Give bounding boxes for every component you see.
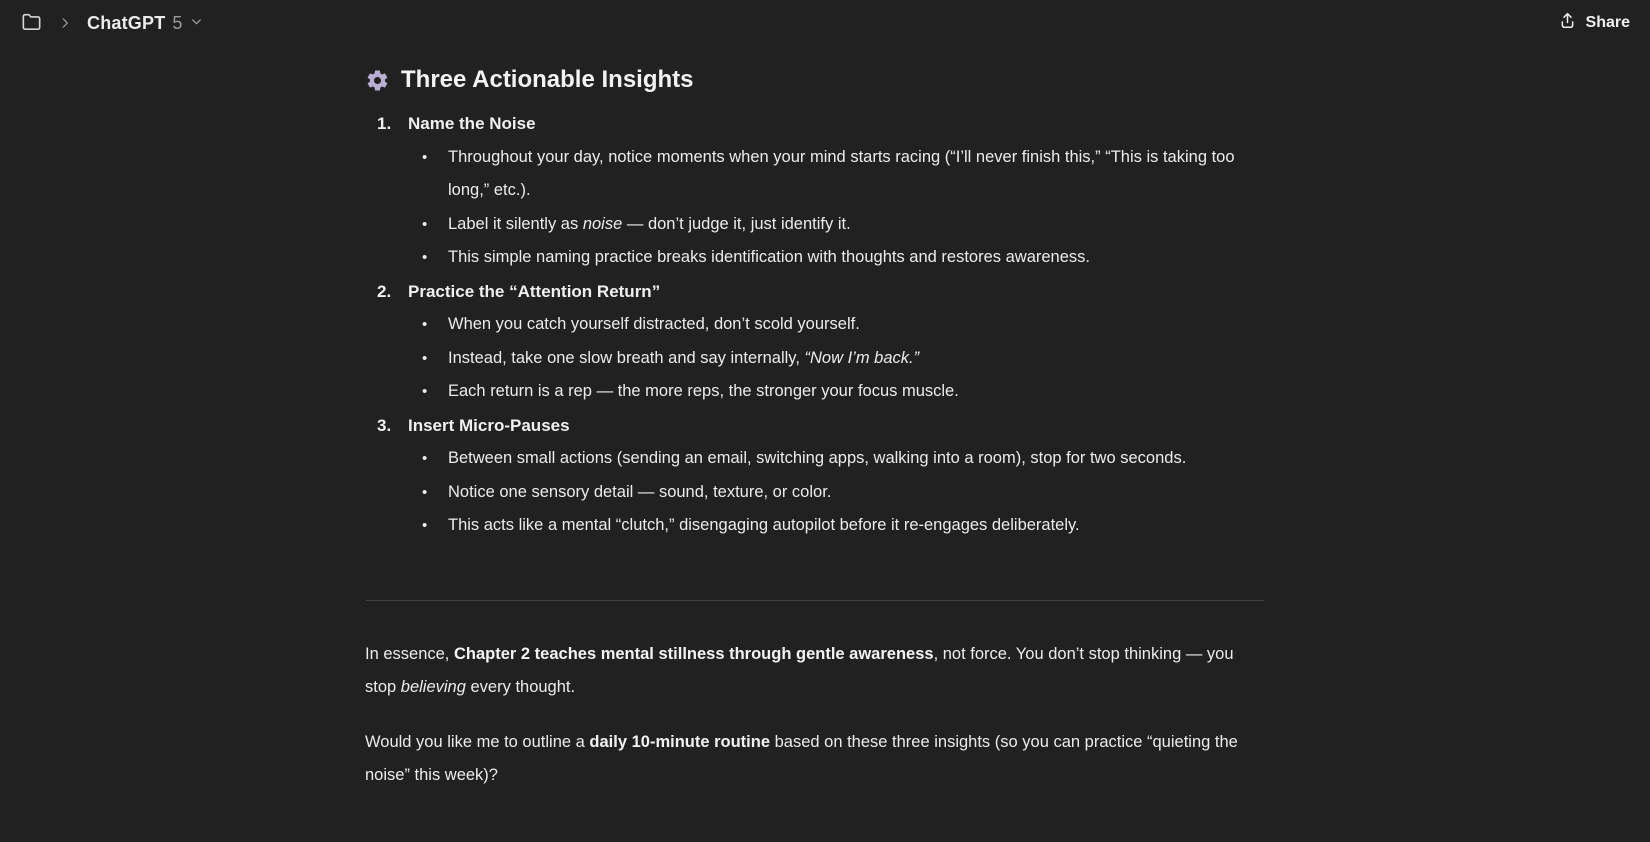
folder-button[interactable] [18,8,45,38]
bullet-text: Each return is a rep — the more reps, the stronger your focus muscle. [448,382,959,400]
bullet-marker: • [422,517,428,534]
bullet-marker: • [422,383,428,400]
bullet-marker: • [422,316,428,333]
bullet-text: Between small actions (sending an email, switching apps, walking into a room), stop for two seconds. [448,449,1187,467]
insight-title-row [365,275,1265,309]
share-icon [1558,11,1577,35]
bullet-item [365,241,1265,275]
top-bar [0,0,1650,46]
assistant-message [365,63,1265,793]
bullet-item [365,375,1265,409]
gear-icon [365,68,390,93]
bullet-text: Instead, take one slow breath and say internally, “Now I’m back.” [448,348,920,367]
bullet-marker: • [422,483,428,501]
share-button[interactable] [1556,7,1632,39]
insight-title: Name the Noise [408,114,536,133]
bullet-text: Throughout your day, notice moments when your mind starts racing (“I’ll never finish this,” “This is taking too long,” etc.). [448,147,1235,199]
bullet-marker: • [422,450,428,467]
model-switcher[interactable] [87,12,204,34]
folder-icon [20,10,43,36]
bullet-marker: • [422,215,428,233]
insight-item [365,409,1265,543]
section-heading [365,63,1265,97]
breadcrumb [18,8,204,38]
insight-item [365,107,1265,275]
breadcrumb-chevron-icon [58,16,72,30]
bullet-text: This simple naming practice breaks identification with thoughts and restores awareness. [448,248,1090,266]
insight-item [365,275,1265,409]
bullet-text: This acts like a mental “clutch,” disengaging autopilot before it re-engages deliberately. [448,516,1080,534]
insight-title: Insert Micro-Pauses [408,415,570,435]
insight-title-row [365,409,1265,443]
bullet-text: Label it silently as noise — don’t judge it, just identify it. [448,214,851,233]
model-version: 5 [172,12,183,33]
bullet-item [365,442,1265,476]
insight-title-row [365,107,1265,141]
share-label: Share [1585,14,1630,31]
insight-title: Practice the “Attention Return” [408,281,661,301]
bullet-item [365,342,1265,376]
bullet-item [365,476,1265,510]
paragraph: Would you like me to outline a daily 10-minute routine based on these three insights (so you can practice “quieting the noise” this week)? [365,732,1238,784]
bullet-marker: • [422,349,428,367]
bullet-item [365,509,1265,543]
bullet-text: Notice one sensory detail — sound, texture, or color. [448,482,832,501]
bullet-item [365,208,1265,242]
bullet-text: When you catch yourself distracted, don’t scold yourself. [448,315,860,333]
model-name: ChatGPT [87,12,166,33]
section-title: Three Actionable Insights [401,66,694,93]
insights-list [365,107,1265,543]
paragraph: In essence, Chapter 2 teaches mental stillness through gentle awareness, not force. You don’t stop thinking — you stop believing every thought. [365,644,1234,696]
chevron-down-icon [189,12,204,34]
bullet-item [365,308,1265,342]
bullet-item [365,141,1265,208]
bullet-marker: • [422,249,428,266]
list-number: 1. [377,114,392,133]
list-number: 3. [377,415,392,435]
list-number: 2. [377,281,392,301]
divider [366,600,1264,601]
bullet-marker: • [422,148,428,166]
